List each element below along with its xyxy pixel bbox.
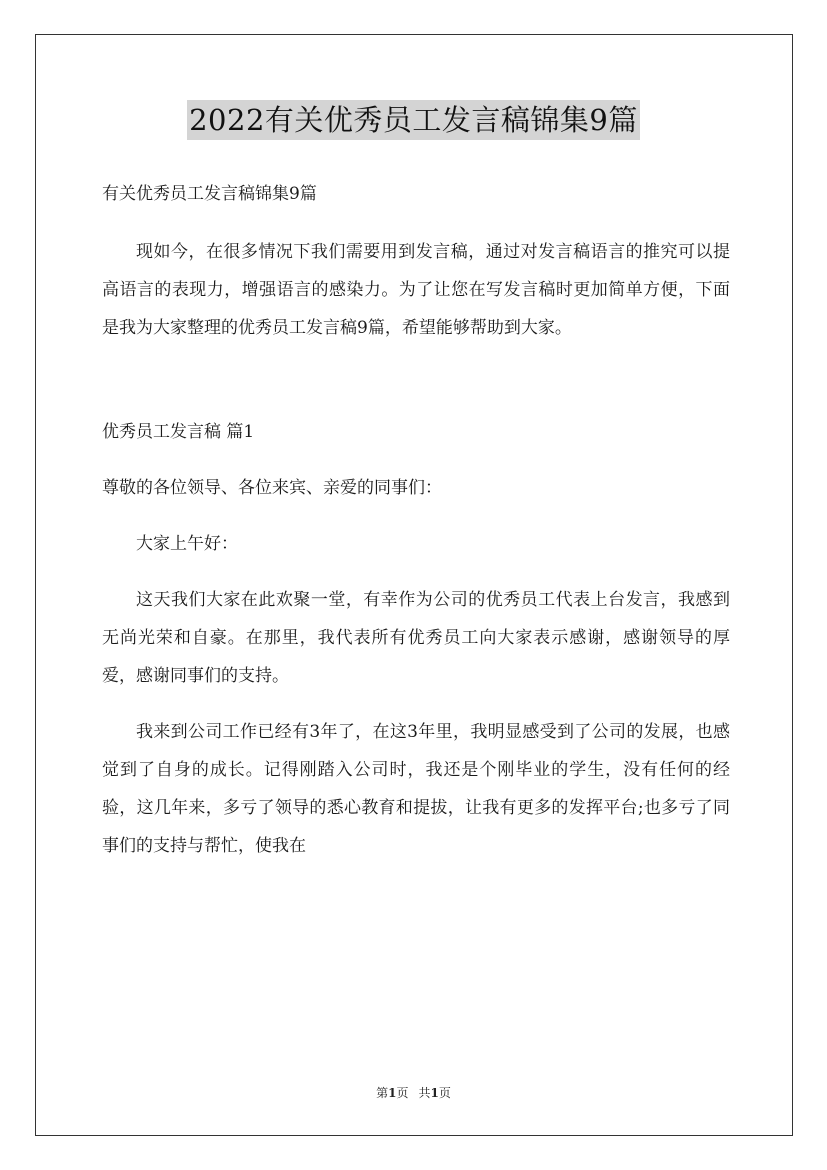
section-heading: 优秀员工发言稿 篇1	[102, 422, 255, 442]
footer-total-suffix: 页	[438, 1086, 451, 1100]
document-body	[102, 175, 730, 865]
footer-total-number: 1	[430, 1086, 439, 1100]
footer-page-number: 1	[388, 1086, 397, 1100]
intro-paragraph: 现如今，在很多情况下我们需要用到发言稿，通过对发言稿语言的推究可以提高语言的表现力，增强语言的感染力。为了让您在写发言稿时更加简单方便，下面是我为大家整理的优秀员工发言稿9篇，希望能够帮助到大家。	[102, 242, 730, 338]
title-wrapper	[0, 100, 827, 140]
document-subtitle: 有关优秀员工发言稿锦集9篇	[102, 184, 317, 204]
body-paragraph-2: 我来到公司工作已经有3年了，在这3年里，我明显感受到了公司的发展，也感觉到了自身的成长。记得刚踏入公司时，我还是个刚毕业的学生，没有任何的经验，这几年来，多亏了领导的悉心教育和提拔，让我有更多的发挥平台;也多亏了同事们的支持与帮忙，使我在	[102, 722, 730, 856]
footer-page-prefix: 第	[376, 1086, 389, 1100]
document-title: 2022有关优秀员工发言稿锦集9篇	[187, 100, 640, 140]
greeting: 大家上午好：	[136, 534, 238, 554]
salutation: 尊敬的各位领导、各位来宾、亲爱的同事们：	[102, 478, 442, 498]
page-footer	[0, 1085, 827, 1101]
body-paragraph-1: 这天我们大家在此欢聚一堂，有幸作为公司的优秀员工代表上台发言，我感到无尚光荣和自豪。在那里，我代表所有优秀员工向大家表示感谢，感谢领导的厚爱，感谢同事们的支持。	[102, 590, 730, 686]
footer-page-suffix: 页	[396, 1086, 409, 1100]
footer-total-prefix: 共	[418, 1086, 431, 1100]
